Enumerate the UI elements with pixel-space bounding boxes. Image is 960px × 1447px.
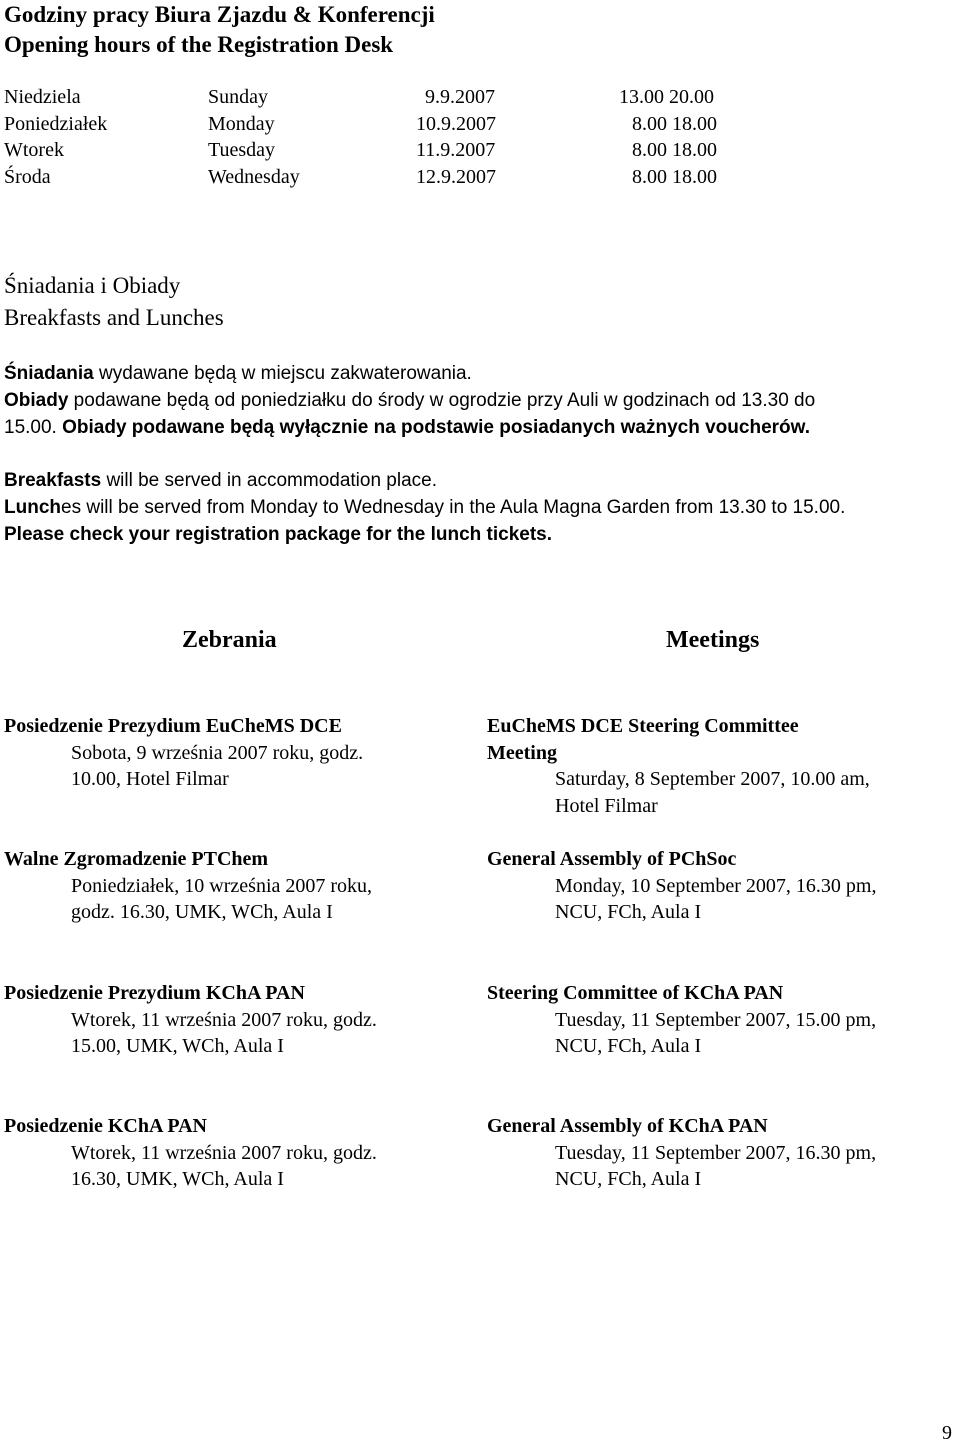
bold-note: Obiady podawane będą wyłącznie na podstawie posiadanych ważnych voucherów. xyxy=(62,416,810,438)
meeting-detail: NCU, FCh, Aula I xyxy=(555,1035,702,1057)
meeting-en xyxy=(487,713,870,819)
meals-title-pl: Śniadania i Obiady xyxy=(4,273,181,298)
day-en: Wednesday xyxy=(208,166,300,188)
day-pl: Wtorek xyxy=(4,139,64,161)
meeting-detail: Tuesday, 11 September 2007, 16.30 pm, xyxy=(555,1141,877,1164)
meeting-en xyxy=(487,980,876,1060)
day-pl: Poniedziałek xyxy=(4,113,108,135)
time: 8.00 18.00 xyxy=(632,139,717,161)
meeting-title: General Assembly of KChA PAN xyxy=(487,1115,768,1137)
bold-label: Breakfasts xyxy=(4,470,102,491)
meeting-detail: Saturday, 8 September 2007, 10.00 am, xyxy=(555,768,870,790)
day-en: Tuesday xyxy=(208,139,276,161)
meeting-detail: Sobota, 9 września 2007 roku, godz. xyxy=(71,741,364,764)
meeting-detail: 15.00, UMK, WCh, Aula I xyxy=(71,1035,284,1057)
page-number: 9 xyxy=(942,1422,952,1444)
meeting-pl xyxy=(4,980,377,1060)
time: 13.00 20.00 xyxy=(619,86,714,108)
meetings-header-en: Meetings xyxy=(666,627,760,653)
meals-polish-paragraph: Śniadania wydawane będą w miejscu zakwaterowania. Obiady podawane będą od poniedziałku do środy w ogrodzie przy Auli w godzinach od 13.30 do 15.00. Obiady podawane będą wyłącznie na podstawie posiadanych ważnych voucherów. xyxy=(4,363,816,438)
meeting-title: Steering Committee of KChA PAN xyxy=(487,982,784,1004)
title-english: Opening hours of the Registration Desk xyxy=(4,32,394,57)
time: 8.00 18.00 xyxy=(632,113,717,135)
meeting-title: Posiedzenie Prezydium EuCheMS DCE xyxy=(4,715,342,737)
meeting-detail: Wtorek, 11 września 2007 roku, godz. xyxy=(71,1008,377,1031)
bold-label: Lunch xyxy=(4,496,61,518)
meeting-en xyxy=(487,1113,876,1193)
meeting-title: Walne Zgromadzenie PTChem xyxy=(4,848,269,870)
bold-label: Śniadania xyxy=(4,363,94,384)
meals-title-en: Breakfasts and Lunches xyxy=(4,305,224,330)
meeting-en xyxy=(487,846,876,926)
meeting-detail: 16.30, UMK, WCh, Aula I xyxy=(71,1168,284,1190)
meeting-detail: Tuesday, 11 September 2007, 15.00 pm, xyxy=(555,1008,877,1031)
meeting-title: Posiedzenie KChA PAN xyxy=(4,1115,207,1137)
day-pl: Niedziela xyxy=(4,86,81,108)
meeting-detail: 10.00, Hotel Filmar xyxy=(71,768,229,790)
meeting-detail: Monday, 10 September 2007, 16.30 pm, xyxy=(555,874,877,897)
meeting-detail: NCU, FCh, Aula I xyxy=(555,1168,702,1190)
meeting-detail: Hotel Filmar xyxy=(555,794,658,817)
meetings-header-pl: Zebrania xyxy=(182,627,277,653)
meeting-detail: NCU, FCh, Aula I xyxy=(555,901,702,923)
meals-english-paragraph: Breakfasts will be served in accommodation place. Lunches will be served from Monday to Wednesday in the Aula Magna Garden from 13.30 to 15.00. Please check your registration package for the lunch tickets. xyxy=(4,470,846,545)
meeting-pl xyxy=(4,713,363,793)
meeting-detail: godz. 16.30, UMK, WCh, Aula I xyxy=(71,901,333,923)
meeting-detail: Wtorek, 11 września 2007 roku, godz. xyxy=(71,1141,377,1164)
meals-title xyxy=(4,270,224,334)
date: 9.9.2007 xyxy=(425,86,495,108)
date: 12.9.2007 xyxy=(416,166,496,188)
day-en: Monday xyxy=(208,113,275,135)
meeting-pl xyxy=(4,1113,377,1193)
meeting-title: EuCheMS DCE Steering Committee xyxy=(487,715,799,737)
meeting-detail: Poniedziałek, 10 września 2007 roku, xyxy=(71,874,373,897)
time: 8.00 18.00 xyxy=(632,166,717,188)
date: 10.9.2007 xyxy=(416,113,496,135)
meeting-title: General Assembly of PChSoc xyxy=(487,848,737,870)
date: 11.9.2007 xyxy=(416,139,496,161)
page-title xyxy=(4,0,435,60)
bold-note: Please check your registration package for the lunch tickets. xyxy=(4,523,553,545)
meeting-title: Posiedzenie Prezydium KChA PAN xyxy=(4,982,305,1004)
meeting-pl xyxy=(4,846,372,926)
meeting-title: Meeting xyxy=(487,741,557,764)
bold-label: Obiady xyxy=(4,389,69,411)
day-pl: Środa xyxy=(4,166,51,188)
title-polish: Godziny pracy Biura Zjazdu & Konferencji xyxy=(4,2,435,27)
day-en: Sunday xyxy=(208,86,268,108)
